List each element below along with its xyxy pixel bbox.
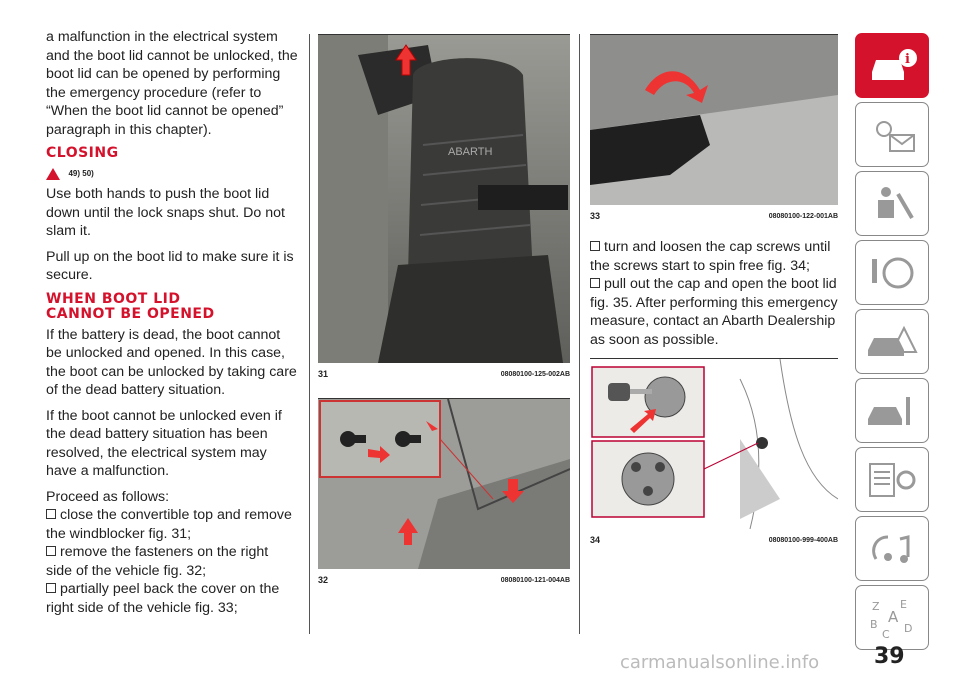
checkbox-bullet-icon <box>46 583 56 593</box>
step-item: remove the fasteners on the right side of the vehicle fig. 32; <box>46 544 269 579</box>
text-column-left <box>46 28 298 617</box>
svg-text:C: C <box>882 627 890 640</box>
abarth-label: ABARTH <box>448 146 493 158</box>
when-heading-line2: CANNOT BE OPENED <box>46 305 215 322</box>
warning-triangle-icon <box>46 168 60 180</box>
starting-driving-icon[interactable] <box>855 240 929 305</box>
page-number: 39 <box>874 644 905 669</box>
figure-32 <box>318 398 570 585</box>
svg-text:i: i <box>905 51 910 67</box>
figure-number: 34 <box>590 535 601 545</box>
chapter-sidebar <box>855 33 927 654</box>
text-column-right <box>590 238 840 349</box>
column-divider <box>309 34 310 634</box>
closing-heading: CLOSING <box>46 145 119 161</box>
fastener-callout <box>320 401 440 477</box>
svg-text:D: D <box>904 621 913 635</box>
figure-code: 08080100-121-004AB <box>500 577 570 584</box>
figure-number: 32 <box>318 575 329 585</box>
when-paragraph-2: If the boot cannot be unlocked even if the dead battery situation has been resolved, the electrical system may have a malfunction. <box>46 407 282 479</box>
cap-screws-illustration <box>590 359 838 529</box>
figure-code: 08080100-122-001AB <box>768 213 838 220</box>
fasteners-illustration <box>318 399 570 569</box>
figure-number: 33 <box>590 211 601 221</box>
closing-paragraph-1: Use both hands to push the boot lid down until the lock snaps shut. Do not slam it. <box>46 186 285 239</box>
index-icon[interactable] <box>855 585 929 650</box>
figure-code: 08080100-125-002AB <box>500 371 570 378</box>
dashboard-lights-icon[interactable] <box>855 102 929 167</box>
checkbox-bullet-icon <box>590 241 600 251</box>
figure-number: 31 <box>318 369 329 379</box>
svg-text:Z: Z <box>872 599 880 613</box>
technical-data-icon[interactable] <box>855 447 929 512</box>
when-heading-line1: WHEN BOOT LID <box>46 290 181 307</box>
checkbox-bullet-icon <box>590 278 600 288</box>
maintenance-icon[interactable] <box>855 378 929 443</box>
step-item: turn and loosen the cap screws until the screws start to spin free fig. 34; <box>590 239 831 274</box>
svg-text:A: A <box>888 607 899 626</box>
intro-paragraph: a malfunction in the electrical system and the boot lid cannot be unlocked, the boot lid can be opened by performing the emergency procedure (refer to “When the boot lid cannot be opened” paragraph in this chapter). <box>46 29 298 138</box>
checkbox-bullet-icon <box>46 546 56 556</box>
svg-text:E: E <box>900 597 907 611</box>
safety-airbag-icon[interactable] <box>855 171 929 236</box>
emergency-icon[interactable] <box>855 309 929 374</box>
when-paragraph-1: If the battery is dead, the boot cannot be unlocked and opened. In this case, the boot can be unlocked by taking care of the dead battery situation. <box>46 326 297 398</box>
checkbox-bullet-icon <box>46 509 56 519</box>
watermark: carmanualsonline.info <box>620 652 820 673</box>
column-divider <box>579 34 580 634</box>
when-heading <box>46 292 298 322</box>
figure-33 <box>590 34 838 221</box>
seat-illustration <box>318 35 570 363</box>
step-item: pull out the cap and open the boot lid fig. 35. After performing this emergency measure, contact an Abarth Dealership as soon as possible. <box>590 276 838 348</box>
cover-illustration <box>590 35 838 205</box>
step-item: close the convertible top and remove the windblocker fig. 31; <box>46 507 292 542</box>
multimedia-icon[interactable] <box>855 516 929 581</box>
step-item: partially peel back the cover on the right side of the vehicle fig. 33; <box>46 581 280 616</box>
when-paragraph-3: Proceed as follows: <box>46 488 170 505</box>
figure-code: 08080100-999-400AB <box>768 537 838 544</box>
figure-31 <box>318 34 570 379</box>
car-info-icon[interactable] <box>855 33 929 98</box>
svg-text:B: B <box>870 617 878 631</box>
warning-ref-numbers: 49) 50) <box>68 169 94 179</box>
warning-refs <box>46 165 298 179</box>
closing-paragraph-2: Pull up on the boot lid to make sure it is secure. <box>46 248 294 283</box>
figure-34 <box>590 358 838 545</box>
